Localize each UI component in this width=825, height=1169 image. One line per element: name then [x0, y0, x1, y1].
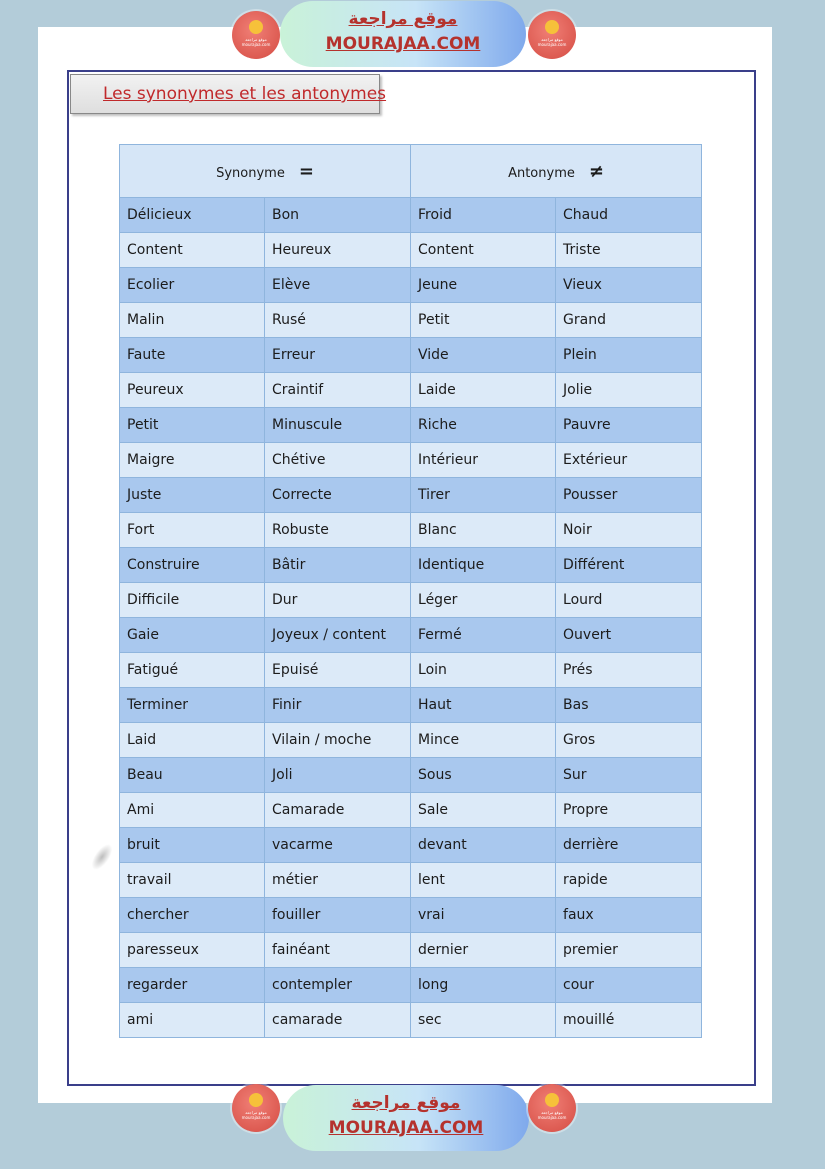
synonym-match: Joli [265, 758, 411, 793]
antonym-match: Différent [556, 548, 702, 583]
page-title: Les synonymes et les antonymes [103, 84, 387, 104]
antonym-match: Pousser [556, 478, 702, 513]
table-row [120, 1003, 702, 1038]
antonym-word: Fermé [411, 618, 556, 653]
antonym-match: Pauvre [556, 408, 702, 443]
synonym-match: Camarade [265, 793, 411, 828]
antonym-match: faux [556, 898, 702, 933]
synonym-word: Maigre [120, 443, 265, 478]
synonym-word: Construire [120, 548, 265, 583]
table-row [120, 618, 702, 653]
synonym-match: vacarme [265, 828, 411, 863]
antonym-word: lent [411, 863, 556, 898]
sun-icon [249, 20, 263, 34]
antonym-word: Petit [411, 303, 556, 338]
antonym-word: Sous [411, 758, 556, 793]
antonym-match: Plein [556, 338, 702, 373]
table-row [120, 898, 702, 933]
badge-domain-text: mourajaa.com [241, 42, 271, 47]
not-equal-symbol: ≠ [588, 160, 604, 182]
synonym-word: Content [120, 233, 265, 268]
antonym-word: Vide [411, 338, 556, 373]
antonym-word: Mince [411, 723, 556, 758]
synonym-word: bruit [120, 828, 265, 863]
sun-icon [545, 1093, 559, 1107]
table-row [120, 268, 702, 303]
antonym-match: Grand [556, 303, 702, 338]
antonym-word: Sale [411, 793, 556, 828]
antonym-match: Vieux [556, 268, 702, 303]
synonym-word: Délicieux [120, 198, 265, 233]
antonym-match: Jolie [556, 373, 702, 408]
synonym-match: Rusé [265, 303, 411, 338]
synonym-word: Gaie [120, 618, 265, 653]
synonym-match: Bâtir [265, 548, 411, 583]
synonym-word: Laid [120, 723, 265, 758]
badge-domain-text: mourajaa.com [537, 42, 567, 47]
antonym-match: Bas [556, 688, 702, 723]
synonym-word: Terminer [120, 688, 265, 723]
synonym-word: ami [120, 1003, 265, 1038]
badge-domain-text: mourajaa.com [537, 1115, 567, 1120]
table-row [120, 828, 702, 863]
antonym-match: Extérieur [556, 443, 702, 478]
table-row [120, 968, 702, 1003]
table-row [120, 933, 702, 968]
table-row [120, 338, 702, 373]
synonym-word: Petit [120, 408, 265, 443]
site-logo-badge [232, 11, 280, 59]
synonym-match: Vilain / moche [265, 723, 411, 758]
antonym-word: Tirer [411, 478, 556, 513]
site-name-arabic[interactable]: موقع مراجعة [351, 1093, 461, 1113]
antonyme-header-label: Antonyme [508, 165, 575, 181]
table-row [120, 688, 702, 723]
synonym-word: regarder [120, 968, 265, 1003]
synonym-word: Malin [120, 303, 265, 338]
site-domain-link[interactable]: MOURAJAA.COM [328, 1118, 484, 1138]
synonym-word: Peureux [120, 373, 265, 408]
synonym-match: fainéant [265, 933, 411, 968]
antonym-match: Triste [556, 233, 702, 268]
table-row [120, 863, 702, 898]
table-row [120, 653, 702, 688]
synonym-word: paresseux [120, 933, 265, 968]
site-logo-badge [232, 1084, 280, 1132]
table-row [120, 303, 702, 338]
antonym-match: rapide [556, 863, 702, 898]
table-row [120, 233, 702, 268]
table-row [120, 583, 702, 618]
antonym-word: Léger [411, 583, 556, 618]
synonyme-header-label: Synonyme [216, 165, 285, 181]
sun-icon [545, 20, 559, 34]
synonym-match: camarade [265, 1003, 411, 1038]
synonym-match: Elève [265, 268, 411, 303]
synonym-word: Fort [120, 513, 265, 548]
equals-symbol: = [298, 160, 314, 182]
synonym-match: Robuste [265, 513, 411, 548]
antonym-word: dernier [411, 933, 556, 968]
antonym-match: Noir [556, 513, 702, 548]
title-box [70, 74, 387, 114]
antonym-word: Riche [411, 408, 556, 443]
synonym-word: Fatigué [120, 653, 265, 688]
table-row [120, 548, 702, 583]
synonym-word: Faute [120, 338, 265, 373]
table-row [120, 408, 702, 443]
badge-arabic-text: موقع مراجعة [541, 37, 563, 42]
synonym-match: Minuscule [265, 408, 411, 443]
antonym-word: Froid [411, 198, 556, 233]
table-row [120, 793, 702, 828]
table-row [120, 443, 702, 478]
synonym-match: Chétive [265, 443, 411, 478]
antonym-match: Lourd [556, 583, 702, 618]
antonym-word: Identique [411, 548, 556, 583]
table-row [120, 478, 702, 513]
sun-icon [249, 1093, 263, 1107]
synonym-match: Dur [265, 583, 411, 618]
badge-arabic-text: موقع مراجعة [245, 1110, 267, 1115]
synonyms-antonyms-table [119, 144, 702, 1038]
antonym-match: cour [556, 968, 702, 1003]
site-banner-bottom[interactable] [283, 1085, 529, 1151]
site-logo-badge [528, 11, 576, 59]
antonym-word: devant [411, 828, 556, 863]
synonym-match: Erreur [265, 338, 411, 373]
antonym-word: Laide [411, 373, 556, 408]
site-logo-badge [528, 1084, 576, 1132]
antonym-match: Gros [556, 723, 702, 758]
antonym-match: Propre [556, 793, 702, 828]
synonym-match: métier [265, 863, 411, 898]
synonym-word: chercher [120, 898, 265, 933]
antonym-word: Jeune [411, 268, 556, 303]
antonym-word: Content [411, 233, 556, 268]
antonym-match: premier [556, 933, 702, 968]
antonym-word: long [411, 968, 556, 1003]
antonym-word: Haut [411, 688, 556, 723]
synonym-match: Correcte [265, 478, 411, 513]
synonyme-header [120, 145, 411, 198]
badge-domain-text: mourajaa.com [241, 1115, 271, 1120]
table-row [120, 513, 702, 548]
synonym-word: Juste [120, 478, 265, 513]
table-row [120, 723, 702, 758]
synonym-match: Craintif [265, 373, 411, 408]
synonym-word: Ecolier [120, 268, 265, 303]
table-row [120, 758, 702, 793]
synonym-word: Beau [120, 758, 265, 793]
table-row [120, 198, 702, 233]
synonym-match: Joyeux / content [265, 618, 411, 653]
antonym-match: Chaud [556, 198, 702, 233]
badge-arabic-text: موقع مراجعة [541, 1110, 563, 1115]
site-domain-link[interactable]: MOURAJAA.COM [325, 34, 481, 54]
site-banner-top[interactable] [280, 1, 526, 67]
antonym-match: Ouvert [556, 618, 702, 653]
antonym-match: Prés [556, 653, 702, 688]
antonym-word: sec [411, 1003, 556, 1038]
antonym-match: derrière [556, 828, 702, 863]
synonym-word: travail [120, 863, 265, 898]
synonym-match: contempler [265, 968, 411, 1003]
synonym-match: Heureux [265, 233, 411, 268]
antonym-match: Sur [556, 758, 702, 793]
antonyme-header [411, 145, 702, 198]
table-header-row [120, 145, 702, 198]
synonym-match: Epuisé [265, 653, 411, 688]
synonym-word: Ami [120, 793, 265, 828]
site-name-arabic[interactable]: موقع مراجعة [348, 9, 458, 29]
antonym-word: vrai [411, 898, 556, 933]
synonym-match: fouiller [265, 898, 411, 933]
antonym-word: Intérieur [411, 443, 556, 478]
table-row [120, 373, 702, 408]
badge-arabic-text: موقع مراجعة [245, 37, 267, 42]
antonym-word: Blanc [411, 513, 556, 548]
antonym-match: mouillé [556, 1003, 702, 1038]
antonym-word: Loin [411, 653, 556, 688]
synonym-word: Difficile [120, 583, 265, 618]
synonym-match: Finir [265, 688, 411, 723]
synonym-match: Bon [265, 198, 411, 233]
